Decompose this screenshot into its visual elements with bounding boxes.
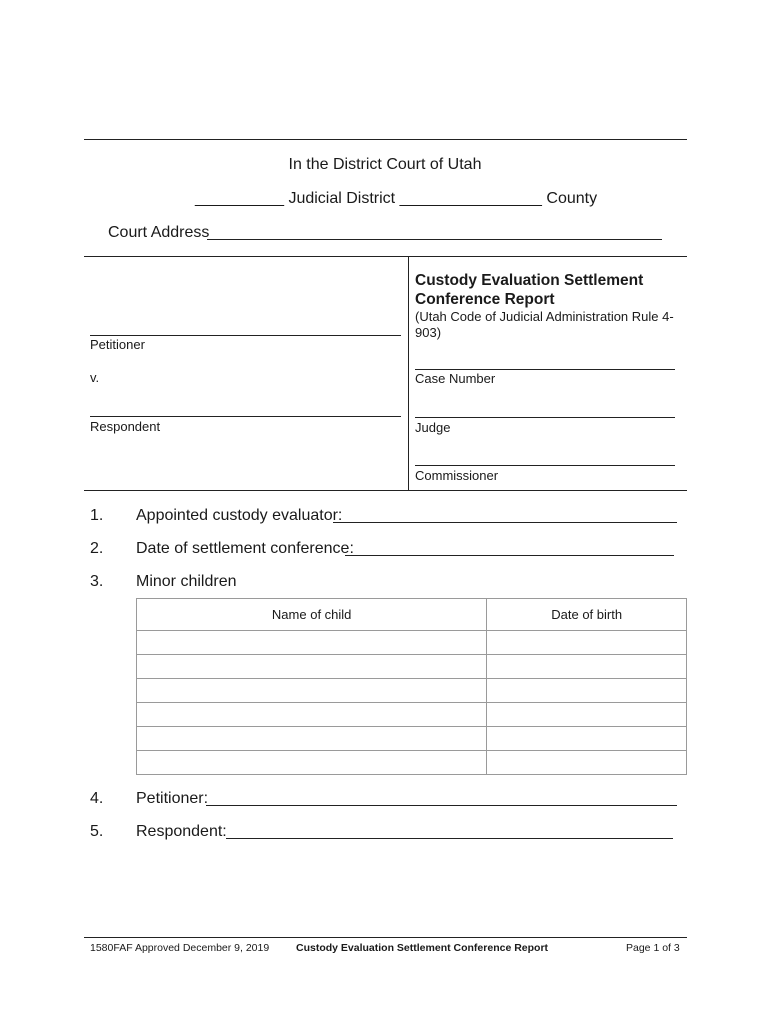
item-1-label: Appointed custody evaluator: [136,507,343,524]
item-5-label: Respondent: [136,823,227,840]
child-name-cell[interactable] [137,631,487,655]
court-address-field[interactable] [207,239,662,240]
footer-form-id: 1580FAF Approved December 9, 2019 [90,942,270,954]
judge-field[interactable] [415,417,675,418]
child-dob-cell[interactable] [487,703,687,727]
item-3-number: 3. [90,573,104,590]
district-line [195,190,597,208]
column-header-name: Name of child [137,599,487,631]
table-row [137,655,687,679]
judicial-district-label: Judicial District [288,190,396,207]
footer-rule [84,937,687,938]
child-name-cell[interactable] [137,703,487,727]
rule-citation-line2: 903) [415,325,442,340]
top-rule [84,139,687,140]
versus-label: v. [90,370,100,385]
custody-evaluator-field[interactable] [333,522,677,523]
county-blank[interactable]: ________________ [399,190,542,207]
child-dob-cell[interactable] [487,655,687,679]
case-number-field[interactable] [415,369,675,370]
table-row [137,631,687,655]
table-header-row [137,599,687,631]
child-name-cell[interactable] [137,655,487,679]
commissioner-label: Commissioner [415,468,499,483]
caption-top-rule [84,256,687,257]
footer-title: Custody Evaluation Settlement Conference Report [296,942,549,954]
table-row [137,703,687,727]
item-5-number: 5. [90,823,104,840]
judge-label: Judge [415,420,451,435]
child-dob-cell[interactable] [487,751,687,775]
petitioner-label: Petitioner [90,337,145,352]
item-2-number: 2. [90,540,104,557]
item-3-label: Minor children [136,573,237,590]
respondent-answer-field[interactable] [226,838,673,839]
table-row [137,727,687,751]
case-number-label: Case Number [415,371,496,386]
petitioner-field[interactable] [90,335,401,336]
item-4-label: Petitioner: [136,790,209,807]
child-dob-cell[interactable] [487,727,687,751]
child-name-cell[interactable] [137,679,487,703]
respondent-label: Respondent [90,419,161,434]
form-title-line2: Conference Report [415,291,555,308]
form-title-line1: Custody Evaluation Settlement [415,272,644,289]
child-dob-cell[interactable] [487,679,687,703]
respondent-field[interactable] [90,416,401,417]
caption-divider [408,256,409,490]
rule-citation-line1: (Utah Code of Judicial Administration Rule 4- [415,309,674,324]
district-blank[interactable]: __________ [195,190,284,207]
footer-page-number: Page 1 of 3 [626,942,680,954]
table-row [137,679,687,703]
child-dob-cell[interactable] [487,631,687,655]
commissioner-field[interactable] [415,465,675,466]
court-address-label: Court Address [108,224,210,241]
item-4-number: 4. [90,790,104,807]
column-header-dob: Date of birth [487,599,687,631]
child-name-cell[interactable] [137,727,487,751]
court-title: In the District Court of Utah [288,156,482,173]
county-label: County [546,190,598,207]
petitioner-answer-field[interactable] [206,805,677,806]
caption-bottom-rule [84,490,687,491]
item-1-number: 1. [90,507,104,524]
minor-children-table [136,598,687,775]
table-row [137,751,687,775]
settlement-date-field[interactable] [345,555,674,556]
child-name-cell[interactable] [137,751,487,775]
item-2-label: Date of settlement conference: [136,540,354,557]
